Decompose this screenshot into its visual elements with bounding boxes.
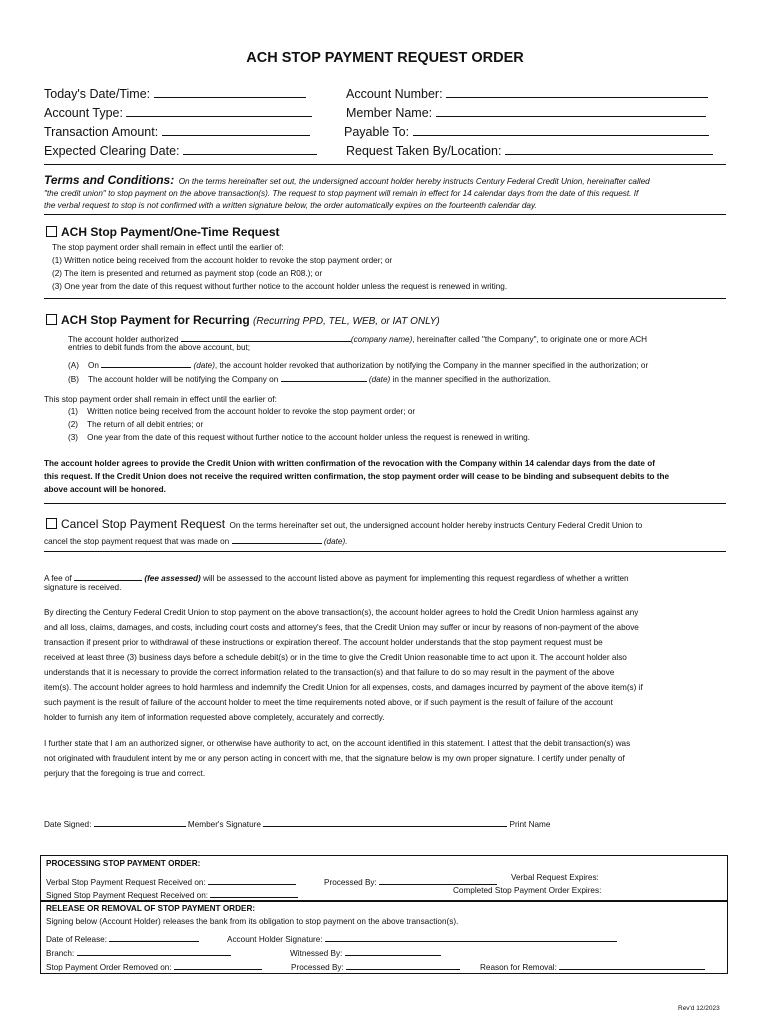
recurring-auth-line-2: entries to debit funds from the above account, but; bbox=[68, 343, 251, 352]
removed-on-label: Stop Payment Order Removed on: bbox=[46, 958, 262, 972]
terms-text-3: the verbal request to stop is not confirmed with a written signature below, the order automatically expires on the fourteenth calendar day. bbox=[44, 201, 537, 210]
divider bbox=[44, 503, 726, 504]
notify-date-field[interactable] bbox=[281, 370, 367, 382]
signature-line: Date Signed: Member's Signature Print Name bbox=[44, 815, 550, 829]
company-name-field[interactable] bbox=[181, 330, 351, 342]
confirmation-notice: above account will be honored. bbox=[44, 485, 166, 494]
release-processed-by-field[interactable] bbox=[346, 958, 460, 970]
onetime-line: (2) The item is presented and returned as payment stop (code an R08.); or bbox=[52, 269, 323, 278]
onetime-line: (1) Written notice being received from the account holder to revoke the stop payment order; or bbox=[52, 256, 393, 265]
account-type-field[interactable] bbox=[126, 105, 312, 117]
reason-label: Reason for Removal: bbox=[480, 958, 705, 972]
release-text: Signing below (Account Holder) releases the bank from its obligation to stop payment on the above transaction(s). bbox=[46, 917, 459, 926]
terms-line-1 bbox=[44, 171, 650, 189]
onetime-line: The stop payment order shall remain in effect until the earlier of: bbox=[52, 243, 284, 252]
fee-line-2: signature is received. bbox=[44, 583, 122, 592]
effect-item: (3) One year from the date of this request without further notice to the account holder unless the request is renewed in writing. bbox=[68, 433, 530, 442]
account-number-field[interactable] bbox=[446, 86, 708, 98]
processed-by-field[interactable] bbox=[379, 873, 497, 885]
payable-to-label: Payable To: bbox=[344, 124, 709, 139]
date-of-release-label: Date of Release: bbox=[46, 930, 199, 944]
witnessed-by-field[interactable] bbox=[345, 944, 441, 956]
release-heading: RELEASE OR REMOVAL OF STOP PAYMENT ORDER: bbox=[46, 904, 256, 913]
release-processed-by-label: Processed By: bbox=[291, 958, 460, 972]
witnessed-by-label: Witnessed By: bbox=[290, 944, 441, 958]
indemnity-line: received at least three (3) business days before a schedule debit(s) or in the time to give the Credit Union reasonable time to act upon it. The account holder also bbox=[44, 653, 627, 662]
divider bbox=[44, 164, 726, 165]
todays-date-label: Today's Date/Time: bbox=[44, 86, 306, 101]
divider bbox=[44, 298, 726, 299]
revision-date: Rev'd 12/2023 bbox=[678, 1005, 720, 1012]
indemnity-line: By directing the Century Federal Credit Union to stop payment on the above transaction(s), the account holder agrees to hold the Credit Union harmless against any bbox=[44, 608, 639, 617]
removed-on-field[interactable] bbox=[174, 958, 262, 970]
member-name-label: Member Name: bbox=[346, 105, 706, 120]
recurring-checkbox[interactable] bbox=[46, 314, 57, 325]
branch-field[interactable] bbox=[77, 944, 231, 956]
recurring-auth-line: The account holder authorized (company name), hereinafter called "the Company", to originate one or more ACH bbox=[68, 330, 647, 344]
verbal-received-label: Verbal Stop Payment Request Received on: bbox=[46, 873, 296, 887]
reason-field[interactable] bbox=[559, 958, 705, 970]
cancel-line-1: Cancel Stop Payment Request On the terms hereinafter set out, the undersigned account holder hereby instructs Century Federal Credit Union to bbox=[46, 515, 642, 533]
account-type-label: Account Type: bbox=[44, 105, 312, 120]
terms-text-1: On the terms hereinafter set out, the undersigned account holder hereby instructs Century Federal Credit Union, hereinafter called bbox=[178, 177, 650, 186]
member-name-field[interactable] bbox=[436, 105, 706, 117]
branch-label: Branch: bbox=[46, 944, 231, 958]
date-signed-field[interactable] bbox=[94, 815, 186, 827]
verbal-expires-label: Verbal Request Expires: bbox=[511, 873, 599, 882]
todays-date-field[interactable] bbox=[154, 86, 306, 98]
expected-clearing-date-label: Expected Clearing Date: bbox=[44, 143, 317, 158]
cancel-line-2: cancel the stop payment request that was made on (date). bbox=[44, 532, 347, 546]
indemnity-line: understands that it is necessary to provide the correct information related to the transaction(s) and that failure to do so may result in the payment of the above bbox=[44, 668, 615, 677]
request-taken-by-field[interactable] bbox=[505, 143, 713, 155]
indemnity-line: such payment is the result of failure of the account holder to meet the time requirements noted above, or if such payment is the result of failure of the account bbox=[44, 698, 613, 707]
attestation-line: I further state that I am an authorized signer, or otherwise have authority to act, on the account identified in this statement. I attest that the debit transaction(s) was bbox=[44, 739, 631, 748]
request-taken-by-label: Request Taken By/Location: bbox=[346, 143, 713, 158]
page-title: ACH STOP PAYMENT REQUEST ORDER bbox=[246, 50, 524, 66]
indemnity-line: and all loss, claims, damages, and costs, including court costs and attorney's fees, that the Credit Union may suffer or incur by reasons of non-payment of the above bbox=[44, 623, 639, 632]
signed-received-label: Signed Stop Payment Request Received on: bbox=[46, 886, 298, 900]
recurring-heading: ACH Stop Payment for Recurring (Recurring PPD, TEL, WEB, or IAT ONLY) bbox=[46, 313, 440, 327]
payable-to-field[interactable] bbox=[413, 124, 709, 136]
recurring-effect: This stop payment order shall remain in effect until the earlier of: bbox=[44, 395, 277, 404]
terms-text-2: "the credit union" to stop payment on the above transaction(s). The request to stop payment will remain in effect for 14 calendar days from the date of this request. If bbox=[44, 189, 639, 198]
indemnity-line: item(s). The account holder agrees to hold harmless and indemnify the Credit Union for all expenses, costs, and damages incurred by payment of the above item(s) if bbox=[44, 683, 643, 692]
account-number-label: Account Number: bbox=[346, 86, 708, 101]
revoked-date-field[interactable] bbox=[101, 356, 191, 368]
signed-received-field[interactable] bbox=[210, 886, 298, 898]
completed-expires-label: Completed Stop Payment Order Expires: bbox=[453, 886, 602, 895]
fee-field[interactable] bbox=[74, 569, 142, 581]
confirmation-notice: this request. If the Credit Union does not receive the required written confirmation, the stop payment order will cease to be binding and subsequent debits to the bbox=[44, 472, 670, 481]
expected-clearing-date-field[interactable] bbox=[183, 143, 317, 155]
attestation-line: perjury that the foregoing is true and correct. bbox=[44, 769, 206, 778]
member-signature-field[interactable] bbox=[263, 815, 507, 827]
account-holder-signature-field[interactable] bbox=[325, 930, 617, 942]
account-holder-signature-label: Account Holder Signature: bbox=[227, 930, 617, 944]
attestation-line: not originated with fraudulent intent by me or any person acting in concert with me, that the signature below is my own proper signature. I certify under penalty of bbox=[44, 754, 625, 763]
transaction-amount-field[interactable] bbox=[162, 124, 310, 136]
divider bbox=[44, 551, 726, 552]
recurring-option-a: (A) On (date), the account holder revoked that authorization by notifying the Company in the manner specified in the authorization; or bbox=[68, 356, 648, 370]
effect-item: (2) The return of all debit entries; or bbox=[68, 420, 204, 429]
recurring-option-b: (B) The account holder will be notifying the Company on (date) in the manner specified in the authorization. bbox=[68, 370, 551, 384]
confirmation-notice: The account holder agrees to provide the Credit Union with written confirmation of the revocation with the Company within 14 calendar days from the date of bbox=[44, 459, 655, 468]
terms-heading: Terms and Conditions: bbox=[44, 173, 175, 187]
cancel-date-field[interactable] bbox=[232, 532, 322, 544]
processed-by-label: Processed By: bbox=[324, 873, 497, 887]
onetime-heading: ACH Stop Payment/One-Time Request bbox=[46, 225, 279, 239]
date-of-release-field[interactable] bbox=[109, 930, 199, 942]
indemnity-line: holder to furnish any item of information requested above completely, accurately and correctly. bbox=[44, 713, 385, 722]
processing-heading: PROCESSING STOP PAYMENT ORDER: bbox=[46, 859, 201, 868]
indemnity-line: transaction if present prior to withdrawal of these instructions or expiration thereof. The account holder understands that the stop payment request must be bbox=[44, 638, 603, 647]
verbal-received-field[interactable] bbox=[208, 873, 296, 885]
onetime-line: (3) One year from the date of this request without further notice to the account holder unless the request is renewed in writing. bbox=[52, 282, 508, 291]
fee-line: A fee of (fee assessed) will be assessed to the account listed above as payment for implementing this request regardless of whether a written bbox=[44, 569, 629, 583]
effect-item: (1) Written notice being received from the account holder to revoke the stop payment order; or bbox=[68, 407, 416, 416]
cancel-checkbox[interactable] bbox=[46, 518, 57, 529]
divider bbox=[44, 214, 726, 215]
onetime-checkbox[interactable] bbox=[46, 226, 57, 237]
transaction-amount-label: Transaction Amount: bbox=[44, 124, 310, 139]
